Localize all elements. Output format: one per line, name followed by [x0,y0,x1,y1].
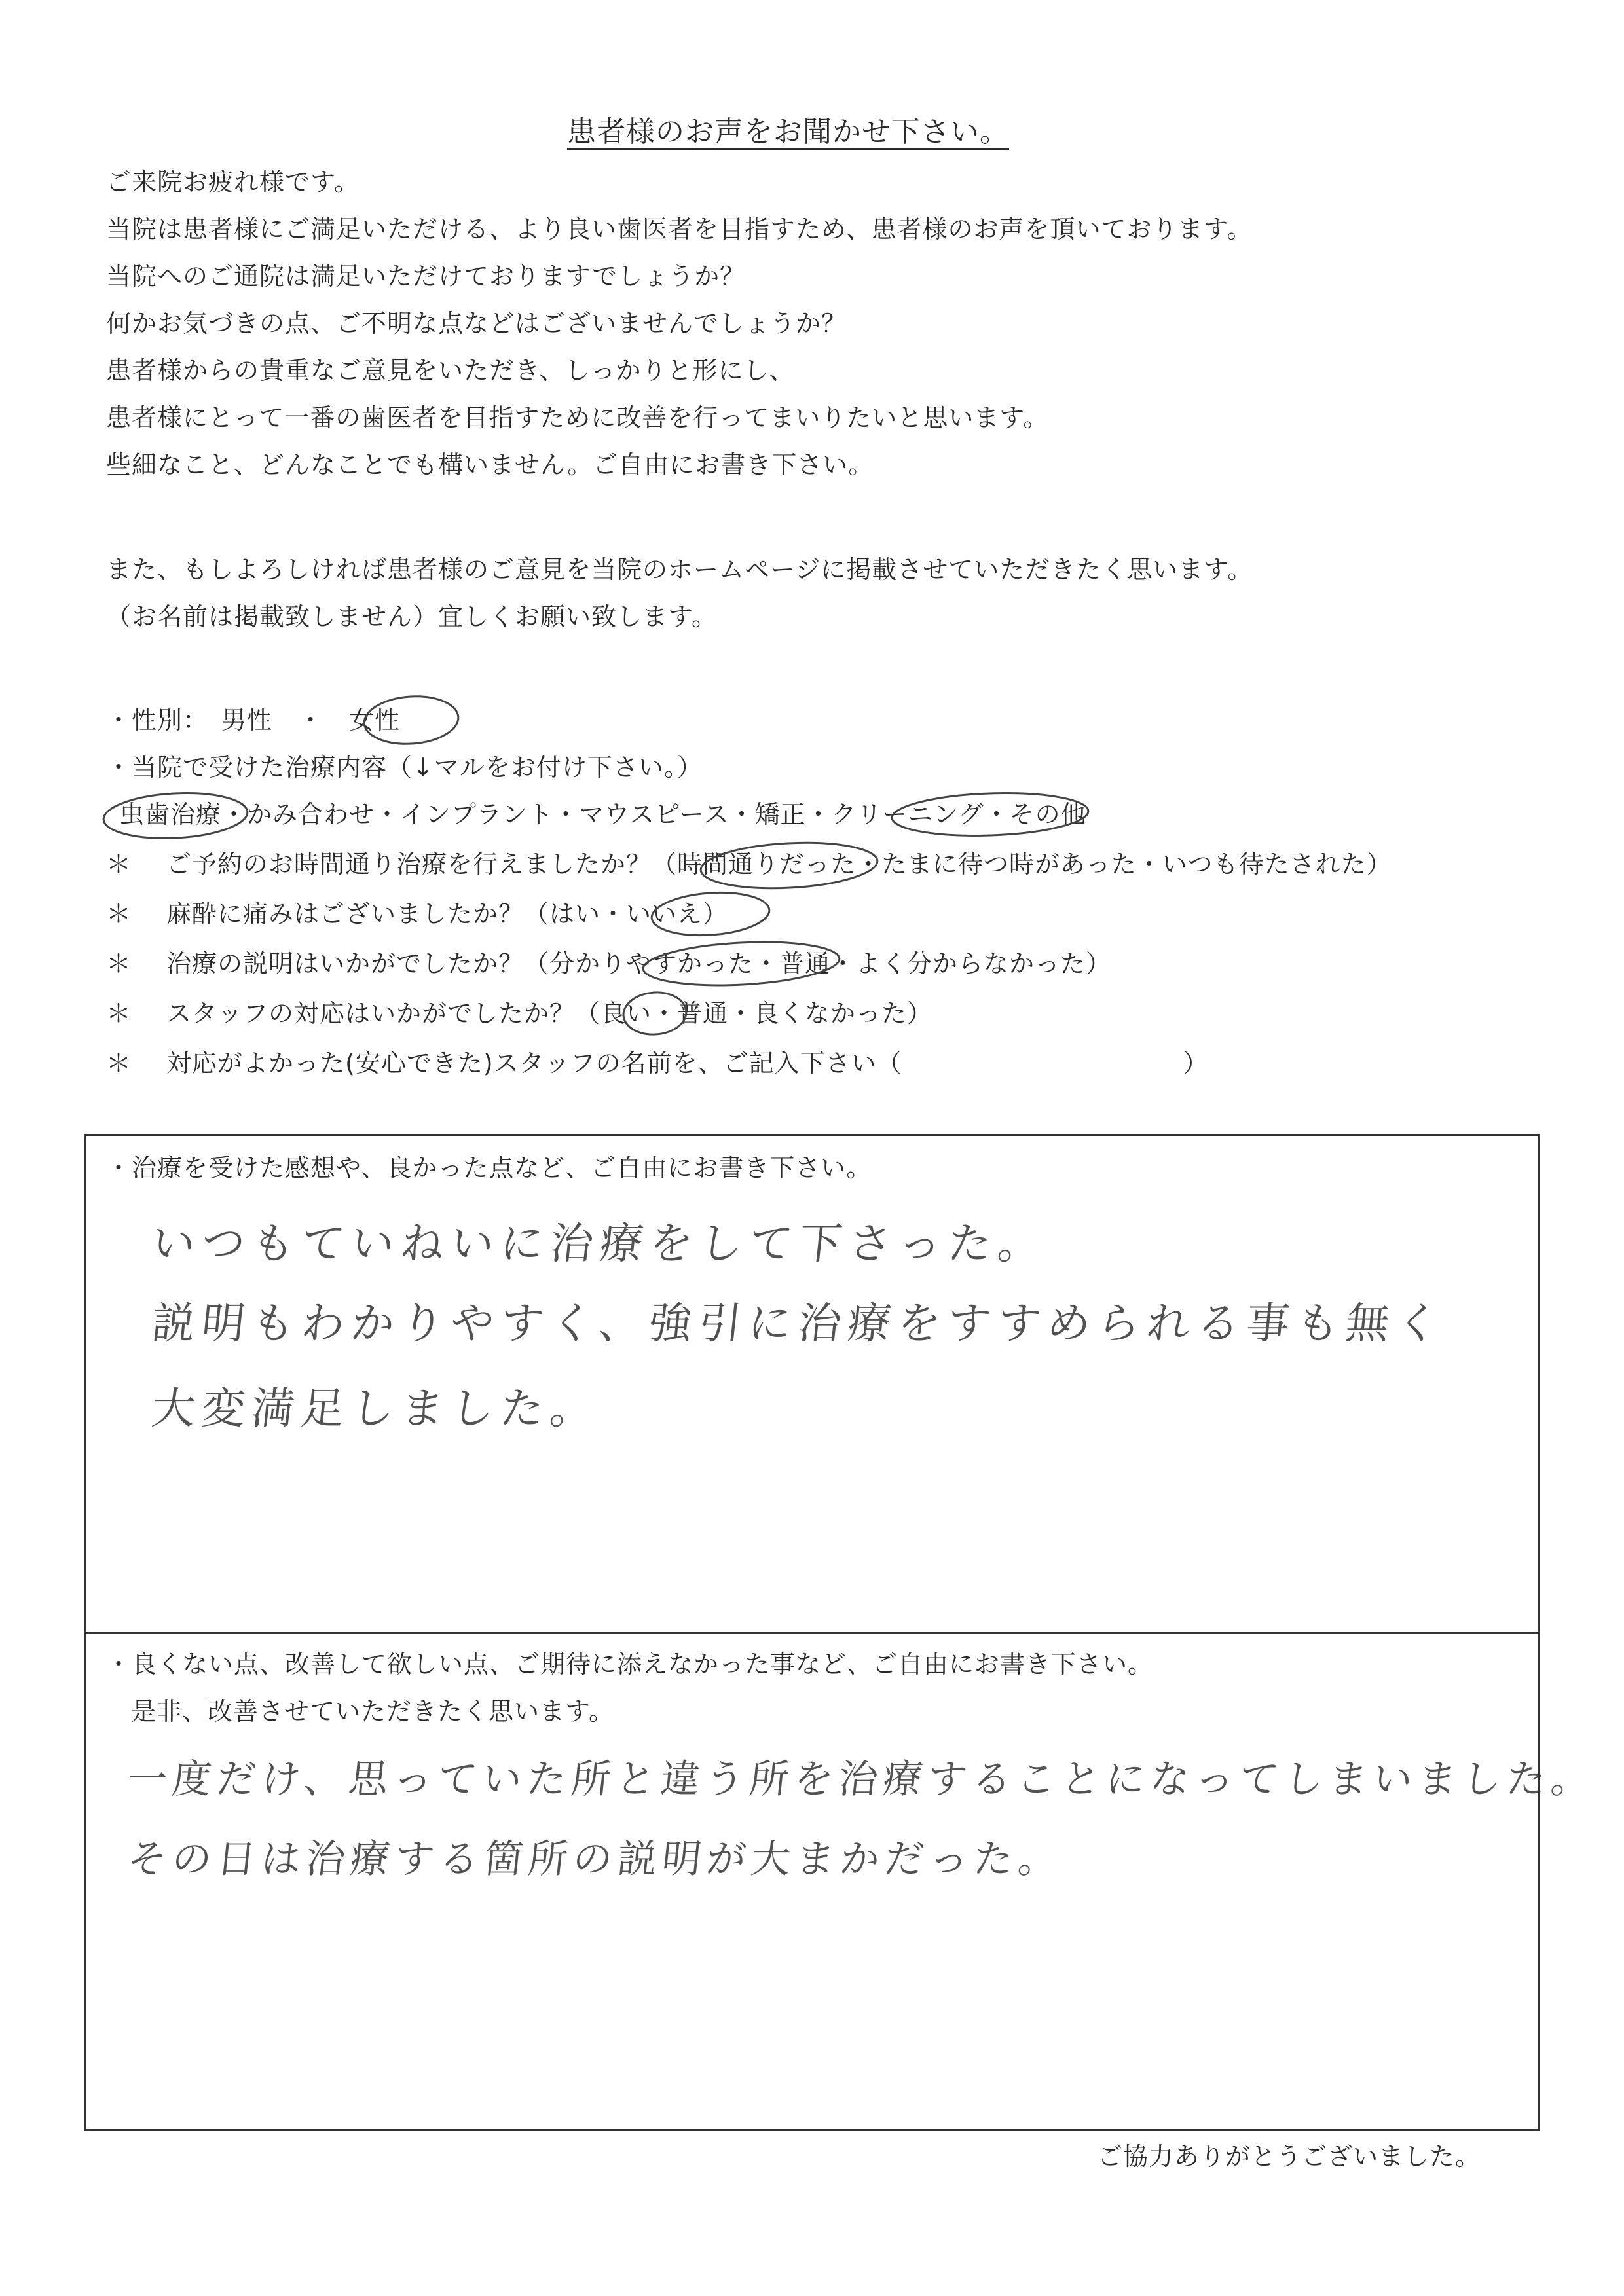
homepage-note: また、もしよろしければ患者様のご意見を当院のホームページに掲載させていただきたく思います。 [106,555,1253,584]
intro-line: 何かお気づきの点、ご不明な点などはございませんでしょうか？ [106,309,847,338]
impressions-label: ・治療を受けた感想や、良かった点など、ご自由にお書き下さい。 [106,1154,872,1182]
intro-line: 患者様からの貴重なご意見をいただき、しっかりと形にし、 [106,356,795,385]
circle-cavity [102,790,248,841]
circle-no [650,889,771,939]
intro-line: ご来院お疲れ様です。 [106,168,360,196]
asterisk-icon: ＊ [106,900,132,928]
asterisk-icon: ＊ [106,999,132,1028]
treatment-options: 虫歯治療・かみ合わせ・インプラント・マウスピース・矯正・クリーニング・その他 [119,800,1086,829]
circle-female [363,693,460,747]
gender-question: ・性別： 男性 ・ 女性 [106,706,401,735]
intro-line: 当院は患者様にご満足いただける、より良い歯医者を目指すため、患者様のお声を頂いております。 [106,215,1253,244]
handwritten-comment: 説明もわかりやすく、強引に治療をすすめられる事も無く [149,1298,1449,1349]
improvements-label: 是非、改善させていただきたく思います。 [131,1697,614,1726]
treatment-label: ・当院で受けた治療内容（↓マルをお付け下さい。） [106,753,703,782]
circle-clear [642,938,841,990]
circle-cleaning [891,790,1089,839]
handwritten-comment: いつもていねいに治療をして下さった。 [149,1218,1051,1269]
question-anesthesia: ＊ 麻酔に痛みはございましたか？（はい・いいえ） [106,900,729,928]
handwritten-comment: その日は治療する箇所の説明が大まかだった。 [125,1836,1065,1882]
question-staff-name: ＊ 対応がよかった(安心できた)スタッフの名前を、ご記入下さい（ ） [106,1049,1209,1078]
circle-on-time [699,839,878,892]
asterisk-icon: ＊ [106,949,132,978]
question-punctuality: ＊ ご予約のお時間通り治療を行えましたか？（時間通りだった・たまに待つ時があった・いつも待たされた） [106,850,1392,879]
question-staff: ＊ スタッフの対応はいかがでしたか？（良い・普通・良くなかった） [106,999,933,1028]
improvements-label: ・良くない点、改善して欲しい点、ご期待に添えなかった事など、ご自由にお書き下さい。 [106,1650,1154,1679]
asterisk-icon: ＊ [106,850,132,879]
handwritten-comment: 大変満足しました。 [149,1383,603,1434]
circle-good [622,991,688,1037]
handwritten-comment: 一度だけ、思っていた所と違う所を治療することになってしまいました。 [125,1757,1598,1802]
asterisk-icon: ＊ [106,1049,132,1078]
intro-line: 当院へのご通院は満足いただけておりますでしょうか？ [106,262,746,291]
homepage-note: （お名前は掲載致しません）宜しくお願い致します。 [106,602,717,631]
survey-title: 患者様のお声をお聞かせ下さい。 [567,115,1009,149]
thank-you-footer: ご協力ありがとうございました。 [1098,2142,1481,2171]
intro-line: 患者様にとって一番の歯医者を目指すために改善を行ってまいりたいと思います。 [106,403,1049,432]
question-explanation: ＊ 治療の説明はいかがでしたか？（分かりやすかった・普通・よく分からなかった） [106,949,1112,978]
intro-line: 些細なこと、どんなことでも構いません。ご自由にお書き下さい。 [106,450,874,479]
